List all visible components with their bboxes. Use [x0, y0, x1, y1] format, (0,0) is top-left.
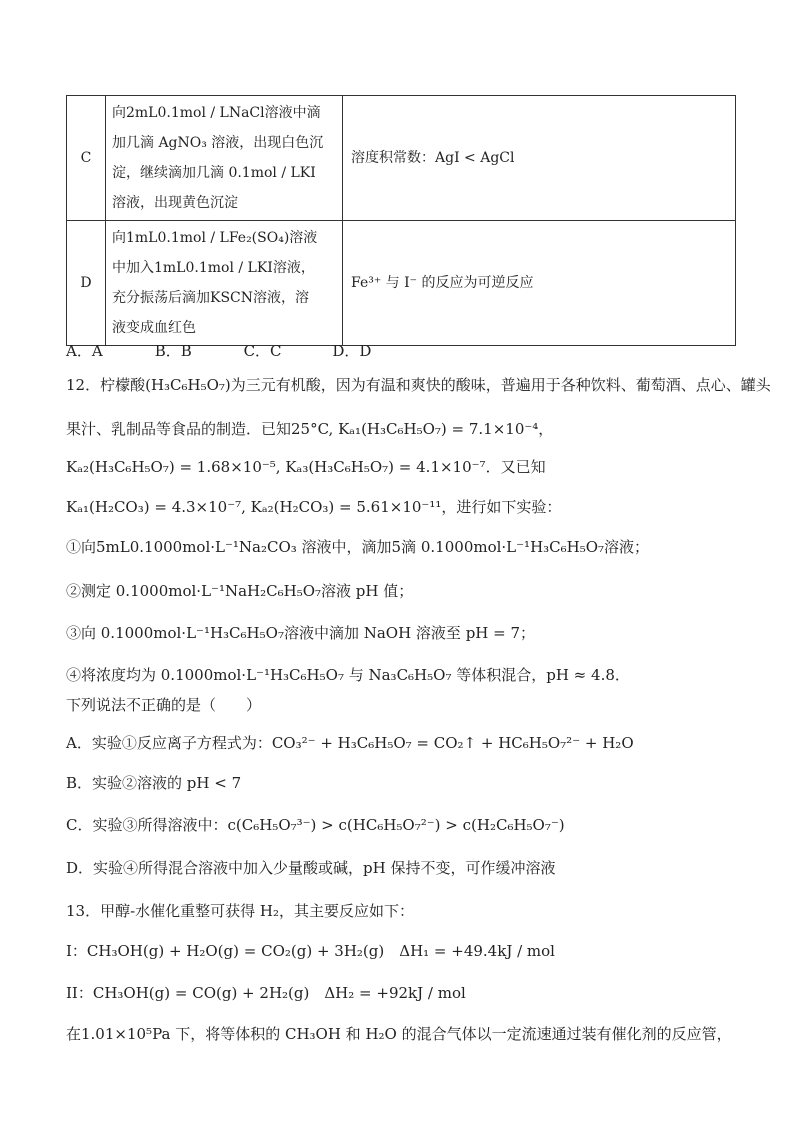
row-label: C — [67, 96, 106, 221]
experiment-line: 向1mL0.1mol / LFe₂(SO₄)溶液 — [112, 230, 318, 246]
q12-option-b[interactable]: B．实验②溶液的 pH < 7 — [66, 774, 242, 792]
experiment-cell — [106, 221, 343, 346]
q13-stem: 13．甲醇-水催化重整可获得 H₂，其主要反应如下： — [66, 902, 415, 920]
q12-experiment-1: ①向5mL0.1000mol·L⁻¹Na₂CO₃ 溶液中，滴加5滴 0.1000mol·L⁻¹H₃C₆H₅O₇溶液； — [66, 538, 650, 556]
choice-b[interactable]: B．B — [154, 342, 192, 360]
table-row — [67, 221, 736, 346]
q12-stem-line-4: Kₐ₁(H₂CO₃) = 4.3×10⁻⁷, Kₐ₂(H₂CO₃) = 5.61×10⁻¹¹，进行如下实验： — [66, 498, 562, 516]
choice-d[interactable]: D．D — [332, 342, 372, 360]
q12-option-d[interactable]: D．实验④所得混合溶液中加入少量酸或碱，pH 保持不变，可作缓冲溶液 — [66, 859, 556, 877]
q13-reaction-1: I：CH₃OH(g) + H₂O(g) = CO₂(g) + 3H₂(g) ΔH₁ = +49.4kJ / mol — [66, 942, 555, 960]
experiment-line: 液变成血红色 — [112, 320, 196, 336]
experiment-line: 中加入1mL0.1mol / LKI溶液， — [112, 260, 315, 276]
q12-experiment-3: ③向 0.1000mol·L⁻¹H₃C₆H₅O₇溶液中滴加 NaOH 溶液至 pH = 7； — [66, 624, 536, 642]
experiment-line: 淀，继续滴加几滴 0.1mol / LKI — [112, 165, 316, 181]
experiment-cell — [106, 96, 343, 221]
q12-option-a[interactable]: A．实验①反应离子方程式为：CO₃²⁻ + H₃C₆H₅O₇ = CO₂↑ + HC₆H₅O₇²⁻ + H₂O — [66, 734, 634, 752]
choice-a[interactable]: A．A — [66, 342, 103, 360]
q12-stem-line-3: Kₐ₂(H₃C₆H₅O₇) = 1.68×10⁻⁵, Kₐ₃(H₃C₆H₅O₇) = 4.1×10⁻⁷．又已知 — [66, 458, 546, 476]
q12-option-c[interactable]: C．实验③所得溶液中：c(C₆H₅O₇³⁻) > c(HC₆H₅O₇²⁻) > c(H₂C₆H₅O₇⁻) — [66, 816, 565, 834]
table-row — [67, 96, 736, 221]
conclusion-cell: Fe³⁺ 与 I⁻ 的反应为可逆反应 — [343, 221, 736, 346]
conclusion-cell: 溶度积常数：AgI < AgCl — [343, 96, 736, 221]
q13-condition-line: 在1.01×10⁵Pa 下，将等体积的 CH₃OH 和 H₂O 的混合气体以一定流速通过装有催化剂的反应管， — [66, 1025, 732, 1043]
q12-experiment-4: ④将浓度均为 0.1000mol·L⁻¹H₃C₆H₅O₇ 与 Na₃C₆H₅O₇ 等体积混合，pH ≈ 4.8． — [66, 666, 630, 684]
q11-choices — [66, 340, 416, 361]
q12-prompt: 下列说法不正确的是（ ） — [66, 696, 262, 714]
q12-experiment-2: ②测定 0.1000mol·L⁻¹NaH₂C₆H₅O₇溶液 pH 值； — [66, 582, 414, 600]
q13-reaction-2: II：CH₃OH(g) = CO(g) + 2H₂(g) ΔH₂ = +92kJ / mol — [66, 984, 466, 1002]
choice-c[interactable]: C．C — [243, 342, 282, 360]
row-label: D — [67, 221, 106, 346]
experiment-line: 加几滴 AgNO₃ 溶液，出现白色沉 — [112, 135, 324, 151]
experiment-table — [66, 95, 736, 346]
experiment-line: 向2mL0.1mol / LNaCl溶液中滴 — [112, 105, 321, 121]
q12-stem-line-2: 果汁、乳制品等食品的制造．已知25°C, Kₐ₁(H₃C₆H₅O₇) = 7.1×10⁻⁴， — [66, 420, 554, 438]
experiment-line: 溶液，出现黄色沉淀 — [112, 195, 238, 211]
experiment-line: 充分振荡后滴加KSCN溶液，溶 — [112, 290, 310, 306]
q12-stem-line-1: 12．柠檬酸(H₃C₆H₅O₇)为三元有机酸，因为有温和爽快的酸味，普遍用于各种饮料、葡萄酒、点心、罐头 — [66, 376, 771, 394]
